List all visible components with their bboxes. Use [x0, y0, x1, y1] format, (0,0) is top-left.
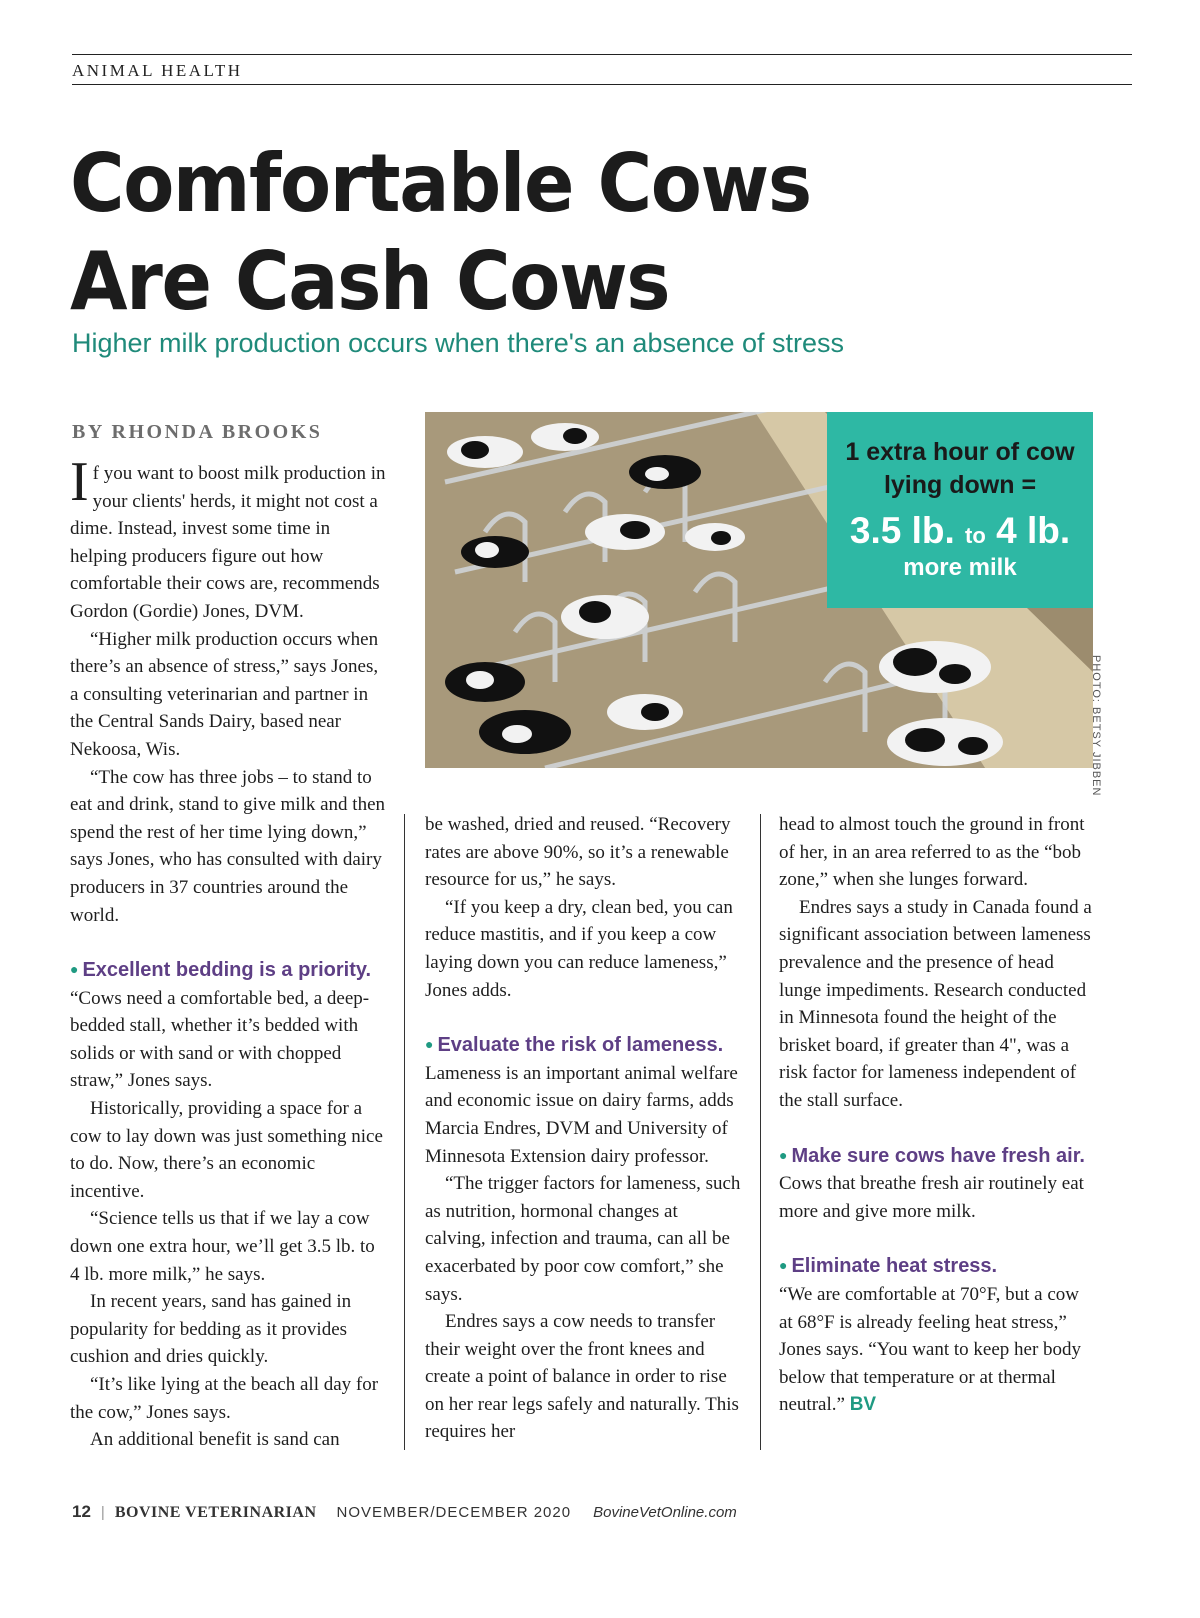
column-divider	[760, 814, 761, 1450]
page-number: 12	[72, 1502, 91, 1521]
col1-paragraph: Historically, providing a space for a cow to lay down was just something nice to do. Now, there’s an economic incentive.	[70, 1098, 383, 1202]
col3-paragraph: Endres says a study in Canada found a significant association between lameness prevalence and the presence of head lunge impediments. Research conducted in Minnesota found the height of the brisket board, if greater than 4", was a risk factor for lameness independent of the stall surface.	[779, 896, 1092, 1111]
col3-paragraph: Cows that breathe fresh air routinely eat more and give more milk.	[779, 1173, 1084, 1222]
headline	[70, 135, 814, 331]
issue-date: NOVEMBER/DECEMBER 2020	[336, 1504, 572, 1521]
deck: Higher milk production occurs when there's an absence of stress	[72, 328, 845, 358]
col1-paragraph: “Cows need a comfortable bed, a deep-bedded stall, whether it’s bedded with solids or with sand or with chopped straw,” Jones says.	[70, 987, 370, 1092]
bullet-dot-icon: ●	[425, 1036, 434, 1053]
magazine-logo: BOVINE VETERINARIAN	[114, 1504, 317, 1521]
col1-paragraph: “Science tells us that if we lay a cow down one extra hour, we’ll get 3.5 lb. to 4 lb. more milk,” he says.	[70, 1208, 375, 1285]
col2-paragraph: “If you keep a dry, clean bed, you can reduce mastitis, and if you keep a cow laying down you can reduce lameness,” Jones adds.	[425, 896, 733, 1001]
subhead-text: Excellent bedding is a priority.	[82, 959, 372, 982]
subhead-text: Eliminate heat stress.	[791, 1255, 998, 1278]
callout-value	[827, 510, 1093, 552]
headline-line-1: Comfortable Cows	[70, 137, 811, 230]
col1-paragraph: “The cow has three jobs – to stand to eat and drink, stand to give milk and then spend the rest of her time lying down,” says Jones, who has consulted with dairy producers in 37 countries around the world.	[70, 766, 386, 926]
bullet-dot-icon: ●	[70, 961, 79, 978]
col2-paragraph: Endres says a cow needs to transfer their weight over the front knees and create a point of balance in order to rise on her rear legs safely and naturally. This requires her	[425, 1311, 739, 1443]
col1-paragraph: “It’s like lying at the beach all day for the cow,” Jones says.	[70, 1374, 379, 1423]
col2-paragraph: be washed, dried and reused. “Recovery rates are above 90%, so it’s a renewable resource for us,” he says.	[425, 814, 731, 891]
bullet-dot-icon: ●	[779, 1257, 788, 1274]
subhead-bedding	[70, 956, 386, 985]
headline-line-2: Are Cash Cows	[70, 235, 670, 328]
col1-paragraph: “Higher milk production occurs when there’s an absence of stress,” says Jones, a consulting veterinarian and partner in the Central Sands Dairy, based near Nekoosa, Wis.	[70, 628, 379, 760]
subhead-text: Evaluate the risk of lameness.	[437, 1034, 724, 1057]
callout-line-3: more milk	[903, 554, 1017, 581]
photo-credit: PHOTO: BETSY JIBBEN	[1090, 655, 1102, 797]
website-link[interactable]: BovineVetOnline.com	[593, 1504, 737, 1521]
end-mark: BV	[849, 1394, 877, 1416]
footer-divider: |	[100, 1504, 105, 1521]
column-1	[70, 451, 386, 1454]
section-label: ANIMAL HEALTH	[72, 61, 243, 80]
page-footer	[72, 1502, 737, 1522]
top-rule	[72, 54, 1132, 55]
callout-box	[827, 412, 1093, 608]
callout-to: to	[965, 523, 986, 548]
byline: BY RHONDA BROOKS	[72, 421, 323, 443]
subhead-text: Make sure cows have fresh air.	[791, 1144, 1085, 1167]
callout-value-to: 4 lb.	[996, 510, 1071, 551]
column-3	[779, 811, 1097, 1419]
col1-paragraph: If you want to boost milk production in your clients' herds, it might not cost a dime. Instead, invest some time in helping producers figure out how comfortable their cows are, recommends Gordon (Gordie) Jones, DVM.	[70, 451, 386, 622]
col1-paragraph: In recent years, sand has gained in popularity for bedding as it provides cushion and dries quickly.	[70, 1291, 352, 1368]
subhead-heat-stress	[779, 1252, 1097, 1281]
callout-line-1: 1 extra hour of cow lying down =	[845, 438, 1075, 499]
column-2	[425, 811, 743, 1446]
bullet-dot-icon: ●	[779, 1146, 788, 1163]
subhead-lameness	[425, 1031, 743, 1060]
subhead-fresh-air	[779, 1142, 1097, 1171]
col2-paragraph: “The trigger factors for lameness, such as nutrition, hormonal changes at calving, infection and trauma, can all be exacerbated by poor cow comfort,” she says.	[425, 1173, 741, 1305]
col2-paragraph: Lameness is an important animal welfare and economic issue on dairy farms, adds Marcia Endres, DVM and University of Minnesota Extension dairy professor.	[425, 1062, 738, 1167]
col3-paragraph: head to almost touch the ground in front of her, in an area referred to as the “bob zone,” when she lunges forward.	[779, 814, 1085, 891]
col1-paragraph: An additional benefit is sand can	[90, 1429, 340, 1451]
section-rule	[72, 84, 1132, 85]
column-divider	[404, 814, 405, 1450]
callout-value-from: 3.5 lb.	[849, 510, 955, 551]
col3-final-text: “We are comfortable at 70°F, but a cow at 68°F is already feeling heat stress,” Jones says. “You want to keep her body below that temperature or at thermal neutral.”	[779, 1283, 1082, 1416]
col3-paragraph	[779, 1281, 1097, 1419]
